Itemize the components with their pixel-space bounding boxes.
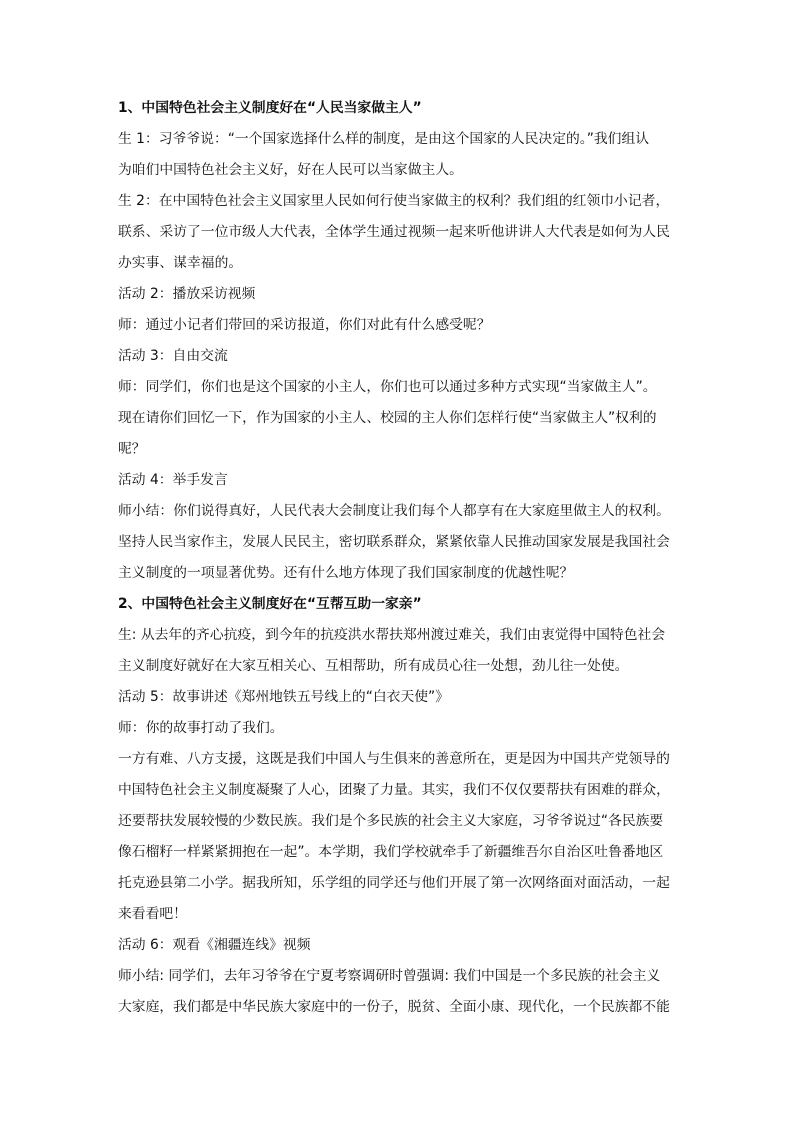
text-line: 中国特色社会主义制度凝聚了人心，团聚了力量。其实，我们不仅仅要帮扶有困难的群众， xyxy=(118,782,670,798)
text-line: 办实事、谋幸福的。 xyxy=(118,255,243,271)
activity-label: 活动 3：自由交流 xyxy=(118,348,228,364)
text-line: 呢？ xyxy=(118,441,146,457)
activity-label: 活动 6：观看《湘疆连线》视频 xyxy=(118,937,311,953)
text-line: 生 2：在中国特色社会主义国家里人民如何行使当家做主的权利？我们组的红领巾小记者， xyxy=(118,193,670,209)
text-line: 师：你的故事打动了我们。 xyxy=(118,720,284,736)
text-line: 师：通过小记者们带回的采访报道，你们对此有什么感受呢？ xyxy=(118,317,491,333)
activity-label: 活动 4：举手发言 xyxy=(118,472,228,488)
activity-label: 活动 2：播放采访视频 xyxy=(118,286,256,302)
text-line: 生 1：习爷爷说：“一个国家选择什么样的制度，是由这个国家的人民决定的。”我们组认 xyxy=(118,131,650,147)
text-line: 大家庭，我们都是中华民族大家庭中的一份子，脱贫、全面小康、现代化，一个民族都不能 xyxy=(118,999,670,1015)
text-line: 为咱们中国特色社会主义好，好在人民可以当家做主人。 xyxy=(118,162,463,178)
text-line: 像石榴籽一样紧紧拥抱在一起”。本学期，我们学校就牵手了新疆维吾尔自治区吐鲁番地区 xyxy=(118,844,664,860)
text-line: 坚持人民当家作主，发展人民民主，密切联系群众，紧紧依靠人民推动国家发展是我国社会 xyxy=(118,534,670,550)
text-line: 师小结：你们说得真好，人民代表大会制度让我们每个人都享有在大家庭里做主人的权利。 xyxy=(118,503,670,519)
activity-label: 活动 5：故事讲述《郑州地铁五号线上的“白衣天使”》 xyxy=(118,689,449,705)
text-line: 来看看吧！ xyxy=(118,906,187,922)
section-heading-1: 1、中国特色社会主义制度好在“人民当家做主人” xyxy=(118,100,422,116)
text-line: 还要帮扶发展较慢的少数民族。我们是个多民族的社会主义大家庭，习爷爷说过“各民族要 xyxy=(118,813,664,829)
text-line: 主义制度好就好在大家互相关心、互相帮助，所有成员心往一处想，劲儿往一处使。 xyxy=(118,658,629,674)
text-line: 托克逊县第二小学。据我所知，乐学组的同学还与他们开展了第一次网络面对面活动，一起 xyxy=(118,875,670,891)
text-line: 主义制度的一项显著优势。还有什么地方体现了我们国家制度的优越性呢？ xyxy=(118,565,574,581)
text-line: 师：同学们，你们也是这个国家的小主人，你们也可以通过多种方式实现“当家做主人”。 xyxy=(118,379,657,395)
text-line: 生: 从去年的齐心抗疫，到今年的抗疫洪水帮扶郑州渡过难关，我们由衷觉得中国特色社会 xyxy=(118,627,666,643)
text-line: 师小结: 同学们，去年习爷爷在宁夏考察调研时曾强调: 我们中国是一个多民族的社会主义 xyxy=(118,968,661,984)
text-line: 联系、采访了一位市级人大代表，全体学生通过视频一起来听他讲讲人大代表是如何为人民 xyxy=(118,224,670,240)
text-line: 一方有难、八方支援，这既是我们中国人与生俱来的善意所在，更是因为中国共产党领导的 xyxy=(118,751,670,767)
text-line: 现在请你们回忆一下，作为国家的小主人、校园的主人你们怎样行使“当家做主人”权利的 xyxy=(118,410,657,426)
section-heading-2: 2、中国特色社会主义制度好在“互帮互助一家亲” xyxy=(118,596,422,612)
document-body xyxy=(118,98,684,1017)
